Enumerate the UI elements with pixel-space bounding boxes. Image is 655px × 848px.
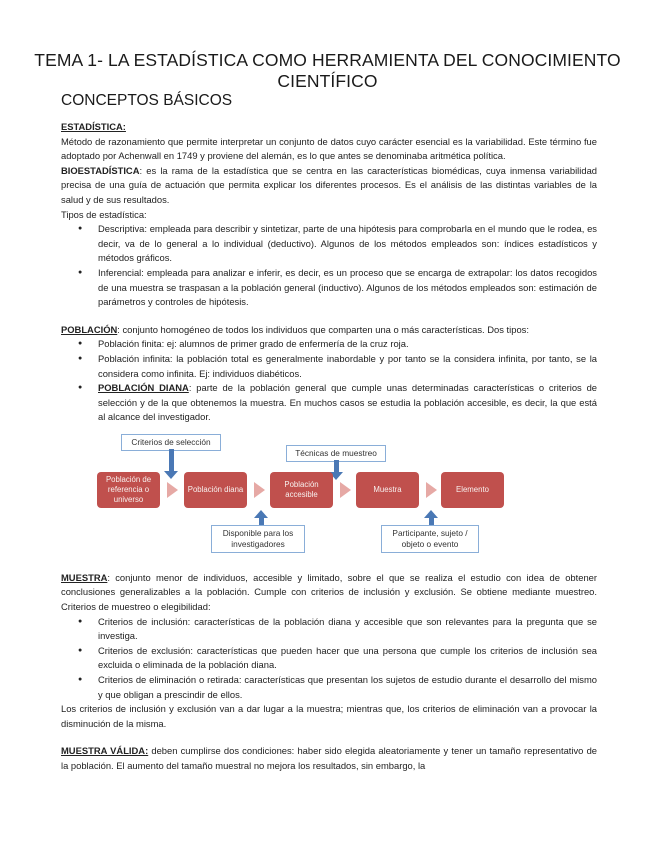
- node-poblacion-referencia: Población de referencia o universo: [97, 472, 160, 508]
- chevron-right-icon: [426, 482, 437, 498]
- list-item: ● Descriptiva: empleada para describir y sintetizar, parte de una hipótesis para comprobarla en el mundo que le rodea, es decir, va de lo general a lo individual (deductivo). Algunos de los métodos empleados son: índices estadísticos y métodos gráficos.: [98, 222, 597, 266]
- estadistica-term-line: [61, 120, 597, 135]
- node-poblacion-diana: Población diana: [184, 472, 247, 508]
- page-title: TEMA 1- LA ESTADÍSTICA COMO HERRAMIENTA DEL CONOCIMIENTO CIENTÍFICO: [34, 50, 621, 91]
- node-elemento: Elemento: [441, 472, 504, 508]
- muestra-closing: Los criterios de inclusión y exclusión van a dar lugar a la muestra; mientras que, los criterios de eliminación van a provocar la disminución de la misma.: [61, 703, 597, 729]
- arrow-down-icon: [164, 449, 178, 479]
- chevron-right-icon: [340, 482, 351, 498]
- estadistica-definition: Método de razonamiento que permite interpretar un conjunto de datos cuyo carácter esencial es la variabilidad. Este término fue adoptado por Achenwall en 1749 y proviene del alemán, es lo que antes se denominaba aritmética política.: [61, 135, 597, 162]
- list-item: ● Criterios de inclusión: características de la población diana y accesible que son relevantes para la pregunta que se investiga.: [98, 615, 597, 644]
- poblacion-text: : conjunto homogéneo de todos los individuos que comparten una o más características. Dos tipos:: [117, 323, 529, 335]
- chevron-right-icon: [254, 482, 265, 498]
- node-muestra: Muestra: [356, 472, 419, 508]
- muestra-valida-text: deben cumplirse dos condiciones: haber sido elegida aleatoriamente y tener un tamaño representativo de la población. El aumento del tamaño muestral no mejora los resultados, sin embargo, la: [61, 745, 597, 771]
- chevron-right-icon: [167, 482, 178, 498]
- list-item: ● Criterios de exclusión: características que pueden hacer que una persona que cumple los criterios de inclusión sea excluida o eliminada de la población diana.: [98, 644, 597, 673]
- tipos-list: [61, 222, 597, 310]
- poblacion-diana-term: POBLACIÓN DIANA: [98, 382, 189, 394]
- muestra-text: : conjunto menor de individuos, accesible y limitado, sobre el que se realiza el estudio con idea de obtener conclusiones generalizables a la población. Cumple con criterios de inclusión y exclusión. Se obtiene mediante muestreo. Criterios de muestreo o elegibilidad:: [61, 571, 597, 613]
- estadistica-term: ESTADÍSTICA:: [61, 121, 126, 132]
- list-item: ● Criterios de eliminación o retirada: características que presentan los sujetos de estudio durante el desarrollo del mismo y que obligan a prescindir de ellos.: [98, 673, 597, 702]
- list-item: ● Inferencial: empleada para analizar e inferir, es decir, es un proceso que se encarga de extrapolar: los datos recogidos de una muestra se traspasan a la población general (inductivo). Algunos de los métodos empleados son: estimación de parámetros y controles de hipótesis.: [98, 266, 597, 310]
- list-item: [98, 381, 597, 425]
- list-item: ● Población infinita: la población total es generalmente inabordable y por tanto se la considera infinita, por tanto, se la considera como infinita. Ej: individuos diabéticos.: [98, 352, 597, 381]
- bioestadistica-paragraph: [61, 164, 597, 208]
- poblacion-diana-text: : parte de la población general que cumple unas determinadas características o criterios de selección y de la que obtenemos la muestra. En muchos casos se estudia la población accesible, es decir, la que está al alcance del investigador.: [98, 382, 598, 423]
- muestra-term: MUESTRA: [61, 571, 108, 583]
- population-flow-diagram: [61, 431, 597, 561]
- criterios-seleccion-callout: Criterios de selección: [121, 434, 221, 451]
- tipos-heading: Tipos de estadística:: [61, 208, 147, 220]
- node-poblacion-accesible: Población accesible: [270, 472, 333, 508]
- muestra-criteria-list: [61, 615, 597, 703]
- poblacion-list: [61, 337, 597, 425]
- muestra-valida-term: MUESTRA VÁLIDA:: [61, 745, 149, 757]
- arrow-up-icon: [424, 510, 438, 526]
- muestra-paragraph: [61, 571, 597, 615]
- muestra-valida-paragraph: [61, 744, 597, 773]
- tecnicas-muestreo-callout: Técnicas de muestreo: [286, 445, 386, 462]
- arrow-up-icon: [254, 510, 268, 526]
- bioestadistica-term: BIOESTADÍSTICA: [61, 164, 140, 176]
- participante-callout: Participante, sujeto / objeto o evento: [381, 525, 479, 553]
- disponible-callout: Disponible para los investigadores: [211, 525, 305, 553]
- list-item: ● Población finita: ej: alumnos de primer grado de enfermería de la cruz roja.: [98, 337, 597, 352]
- section-subtitle: CONCEPTOS BÁSICOS: [61, 92, 233, 109]
- document-body: [61, 120, 597, 774]
- bioestadistica-text: : es la rama de la estadística que se centra en las características biomédicas, cuya inmensa variabilidad precisa de una guía de actuación que permita explicar los diferentes procesos. Es el análisis de las distintas variables de la salud y de sus resultados.: [61, 164, 597, 205]
- poblacion-paragraph: [61, 323, 597, 338]
- poblacion-term: POBLACIÓN: [61, 323, 118, 335]
